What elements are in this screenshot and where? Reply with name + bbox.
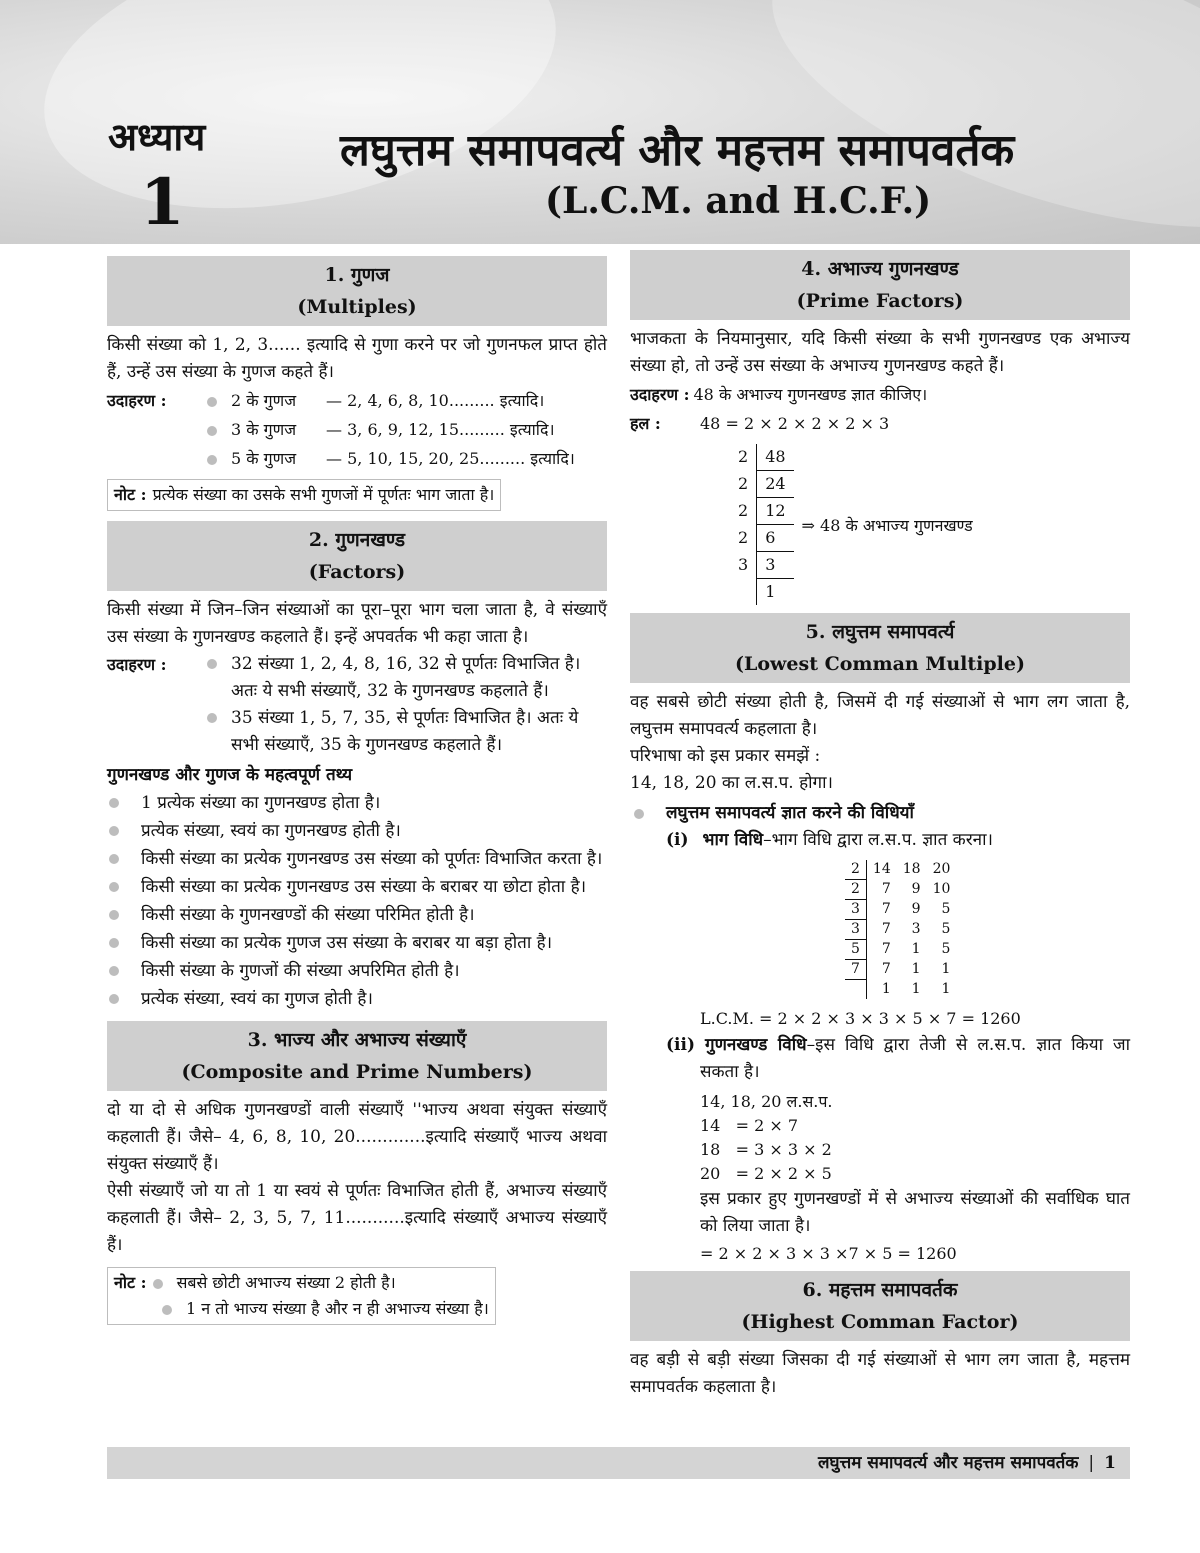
example-row [107,651,607,705]
chapter-title-english: (L.C.M. and H.C.F.) [545,180,932,222]
page-footer [107,1447,1130,1479]
bullet-icon [207,455,217,465]
list-item: किसी संख्या का प्रत्येक गुणज उस संख्या के बराबर या बड़ा होता है। [107,929,607,957]
example-text: 35 संख्या 1, 5, 7, 35, से पूर्णतः विभाजित है। अतः ये सभी संख्याएँ, 35 के गुणनखण्ड कहलाते हैं। [231,708,579,755]
chapter-title-hindi: लघुत्तम समापवर्त्य और महत्तम समापवर्तक [340,125,1015,176]
lcm-division-table: 2 14 18 20 2 7 9 10 3 7 9 5 3 7 3 5 5 7 1 5 7 7 1 1 1 1 1 [845,860,956,999]
method-one: (i) भाग विधि–भाग विधि द्वारा ल.स.प. ज्ञात करना। [666,830,993,850]
list-item: किसी संख्या का प्रत्येक गुणनखण्ड उस संख्या को पूर्णतः विभाजित करता है। [107,845,607,873]
chapter-banner [0,0,1200,244]
section-title: 6. महत्तम समापवर्तक [802,1278,958,1301]
section-subtitle: (Multiples) [297,296,417,318]
section-title: 1. गुणज [324,264,390,286]
bullet-icon [109,910,119,920]
section-title: 5. लघुत्तम समापवर्त्य [805,621,955,643]
bullet-icon [109,798,119,808]
bullet-icon [207,397,217,407]
example-text: 48 के अभाज्य गुणनखण्ड ज्ञात कीजिए। [693,385,928,404]
section-heading-prime-factors [630,250,1130,320]
lcm-explain: परिभाषा को इस प्रकार समझें : [630,746,821,766]
factor-line: 18 = 3 × 3 × 2 [700,1139,832,1159]
page-number: 1 [1104,1453,1116,1473]
section-heading-composite-prime [107,1021,607,1091]
facts-list [107,789,607,1013]
list-item: किसी संख्या का प्रत्येक गुणनखण्ड उस संख्या के बराबर या छोटा होता है। [107,873,607,901]
composite-definition: दो या दो से अधिक गुणनखण्डों वाली संख्याएँ ''भाज्य अथवा संयुक्त संख्याएँ कहलाती हैं। जैसे– 4, 6, 8, 10, 20.............इत्यादि संख्याएँ भाज्य अथवा संयुक्त संख्याएँ हैं। [107,1100,607,1174]
list-item: किसी संख्या के गुणनखण्डों की संख्या परिमित होती है। [107,901,607,929]
note-box [107,1267,496,1325]
solution-label: हल : [630,414,661,433]
example-name: 2 के गुणज [231,391,297,410]
list-item: प्रत्येक संख्या, स्वयं का गुणज होती है। [107,985,607,1013]
section-subtitle: (Prime Factors) [796,290,964,312]
bullet-icon [207,426,217,436]
factor-line: 20 = 2 × 2 × 5 [700,1163,832,1183]
solution-row [630,409,1130,438]
note-box [107,479,501,511]
bullet-icon [109,938,119,948]
section-subtitle: (Lowest Comman Multiple) [735,653,1025,675]
division-table: 2 48 2 24 2 12 2 6 3 3 1 [730,444,794,605]
footer-title: लघुत्तम समापवर्त्य और महत्तम समापवर्तक [817,1453,1079,1473]
bullet-icon [207,659,217,669]
lcm-result: L.C.M. = 2 × 2 × 3 × 3 × 5 × 7 = 1260 [700,1008,1021,1028]
example-label: उदाहरण : [630,385,690,404]
division-block [730,444,1130,605]
section-heading-multiples [107,256,607,326]
example-row [107,705,607,759]
bullet-icon [634,809,644,819]
bullet-icon [109,826,119,836]
list-item: किसी संख्या के गुणजों की संख्या अपरिमित होती है। [107,957,607,985]
example-row [107,444,607,473]
note-label: नोट : [114,485,147,504]
section-subtitle: (Factors) [308,561,406,583]
method-two: (ii) गुणनखण्ड विधि–इस विधि द्वारा तेजी से ल.स.प. ज्ञात किया जा सकता है। [666,1034,1130,1082]
bullet-icon [153,1279,163,1289]
footer-separator: | [1088,1453,1095,1473]
section-heading-factors [107,521,607,591]
section-subtitle: (Composite and Prime Numbers) [181,1061,533,1083]
list-item: 1 प्रत्येक संख्या का गुणनखण्ड होता है। [107,789,607,817]
factor-method-result: = 2 × 2 × 3 × 3 ×7 × 5 = 1260 [700,1243,957,1263]
section-title: 3. भाज्य और अभाज्य संख्याएँ [247,1029,467,1051]
factor-method-lines [630,1090,1130,1186]
example-name: 5 के गुणज [231,449,297,468]
example-name: 3 के गुणज [231,420,297,439]
section-heading-lcm [630,613,1130,683]
example-value: — 5, 10, 15, 20, 25......... इत्यादि। [326,449,575,468]
lcm-example: 14, 18, 20 का ल.स.प. होगा। [630,773,833,793]
factor-line: 14, 18, 20 ल.स.प. [700,1091,833,1111]
left-column [107,256,607,1331]
chapter-number: 1 [140,165,185,240]
example-row [107,386,607,415]
note-text: सबसे छोटी अभाज्य संख्या 2 होती है। [176,1273,396,1292]
division-result: ⇒ 48 के अभाज्य गुणनखण्ड [801,515,973,535]
section-heading-hcf [630,1271,1130,1341]
example-label: उदाहरण : [107,655,167,674]
note-text: 1 न तो भाज्य संख्या है और न ही अभाज्य संख्या है। [186,1299,489,1318]
section-title: 2. गुणनखण्ड [308,529,406,551]
prime-definition: ऐसी संख्याएँ जो या तो 1 या स्वयं से पूर्णतः विभाजित होती हैं, अभाज्य संख्याएँ कहलाती हैं। जैसे– 2, 3, 5, 7, 11...........इत्यादि संख्याएँ अभाज्य संख्याएँ हैं। [107,1181,607,1255]
note-label: नोट : [114,1273,147,1292]
example-value: — 3, 6, 9, 12, 15......... इत्यादि। [326,420,555,439]
factor-method-explain: इस प्रकार हुए गुणनखण्डों में से अभाज्य संख्याओं की सर्वाधिक घात को लिया जाता है। [700,1188,1130,1236]
example-row [107,415,607,444]
bullet-icon [207,713,217,723]
note-text: प्रत्येक संख्या का उसके सभी गुणजों में पूर्णतः भाग जाता है। [152,485,495,504]
list-item: प्रत्येक संख्या, स्वयं का गुणनखण्ड होती है। [107,817,607,845]
bullet-icon [109,882,119,892]
lcm-methods-heading: लघुत्तम समापवर्त्य ज्ञात करने की विधियाँ [630,799,1130,827]
example-text: 32 संख्या 1, 2, 4, 8, 16, 32 से पूर्णतः विभाजित है। अतः ये सभी संख्याएँ, 32 के गुणनखण्ड कहलाते हैं। [231,654,581,701]
factors-definition: किसी संख्या में जिन–जिन संख्याओं का पूरा–पूरा भाग चला जाता है, वे संख्याएँ उस संख्या के गुणनखण्ड कहलाते हैं। इन्हें अपवर्तक भी कहा जाता है। [107,600,607,647]
lcm-definition: वह सबसे छोटी संख्या होती है, जिसमें दी गई संख्याओं से भाग लग जाता है, लघुत्तम समापवर्त्य कहलाता है। [630,692,1130,739]
section-title: 4. अभाज्य गुणनखण्ड [801,258,959,280]
example-value: — 2, 4, 6, 8, 10......... इत्यादि। [326,391,545,410]
factor-line: 14 = 2 × 7 [700,1115,799,1135]
chapter-label: अध्याय [108,114,206,159]
hcf-definition: वह बड़ी से बड़ी संख्या जिसका दी गई संख्याओं से भाग लग जाता है, महत्तम समापवर्तक कहलाता है। [630,1349,1130,1397]
example-label: उदाहरण : [107,391,167,410]
right-column [630,250,1130,1401]
facts-heading: गुणनखण्ड और गुणज के महत्वपूर्ण तथ्य [107,765,353,785]
prime-factors-definition: भाजकता के नियमानुसार, यदि किसी संख्या के सभी गुणनखण्ड एक अभाज्य संख्या हो, तो उन्हें उस संख्या के अभाज्य गुणनखण्ड कहते हैं। [630,329,1130,376]
bullet-icon [162,1305,172,1315]
multiples-definition: किसी संख्या को 1, 2, 3...... इत्यादि से गुणा करने पर जो गुणनफल प्राप्त होते हैं, उन्हें उस संख्या के गुणज कहते हैं। [107,335,607,382]
bullet-icon [109,854,119,864]
bullet-icon [109,966,119,976]
section-subtitle: (Highest Comman Factor) [741,1310,1019,1333]
bullet-icon [109,994,119,1004]
example-row [630,380,1130,409]
solution-text: 48 = 2 × 2 × 2 × 2 × 3 [700,414,890,433]
